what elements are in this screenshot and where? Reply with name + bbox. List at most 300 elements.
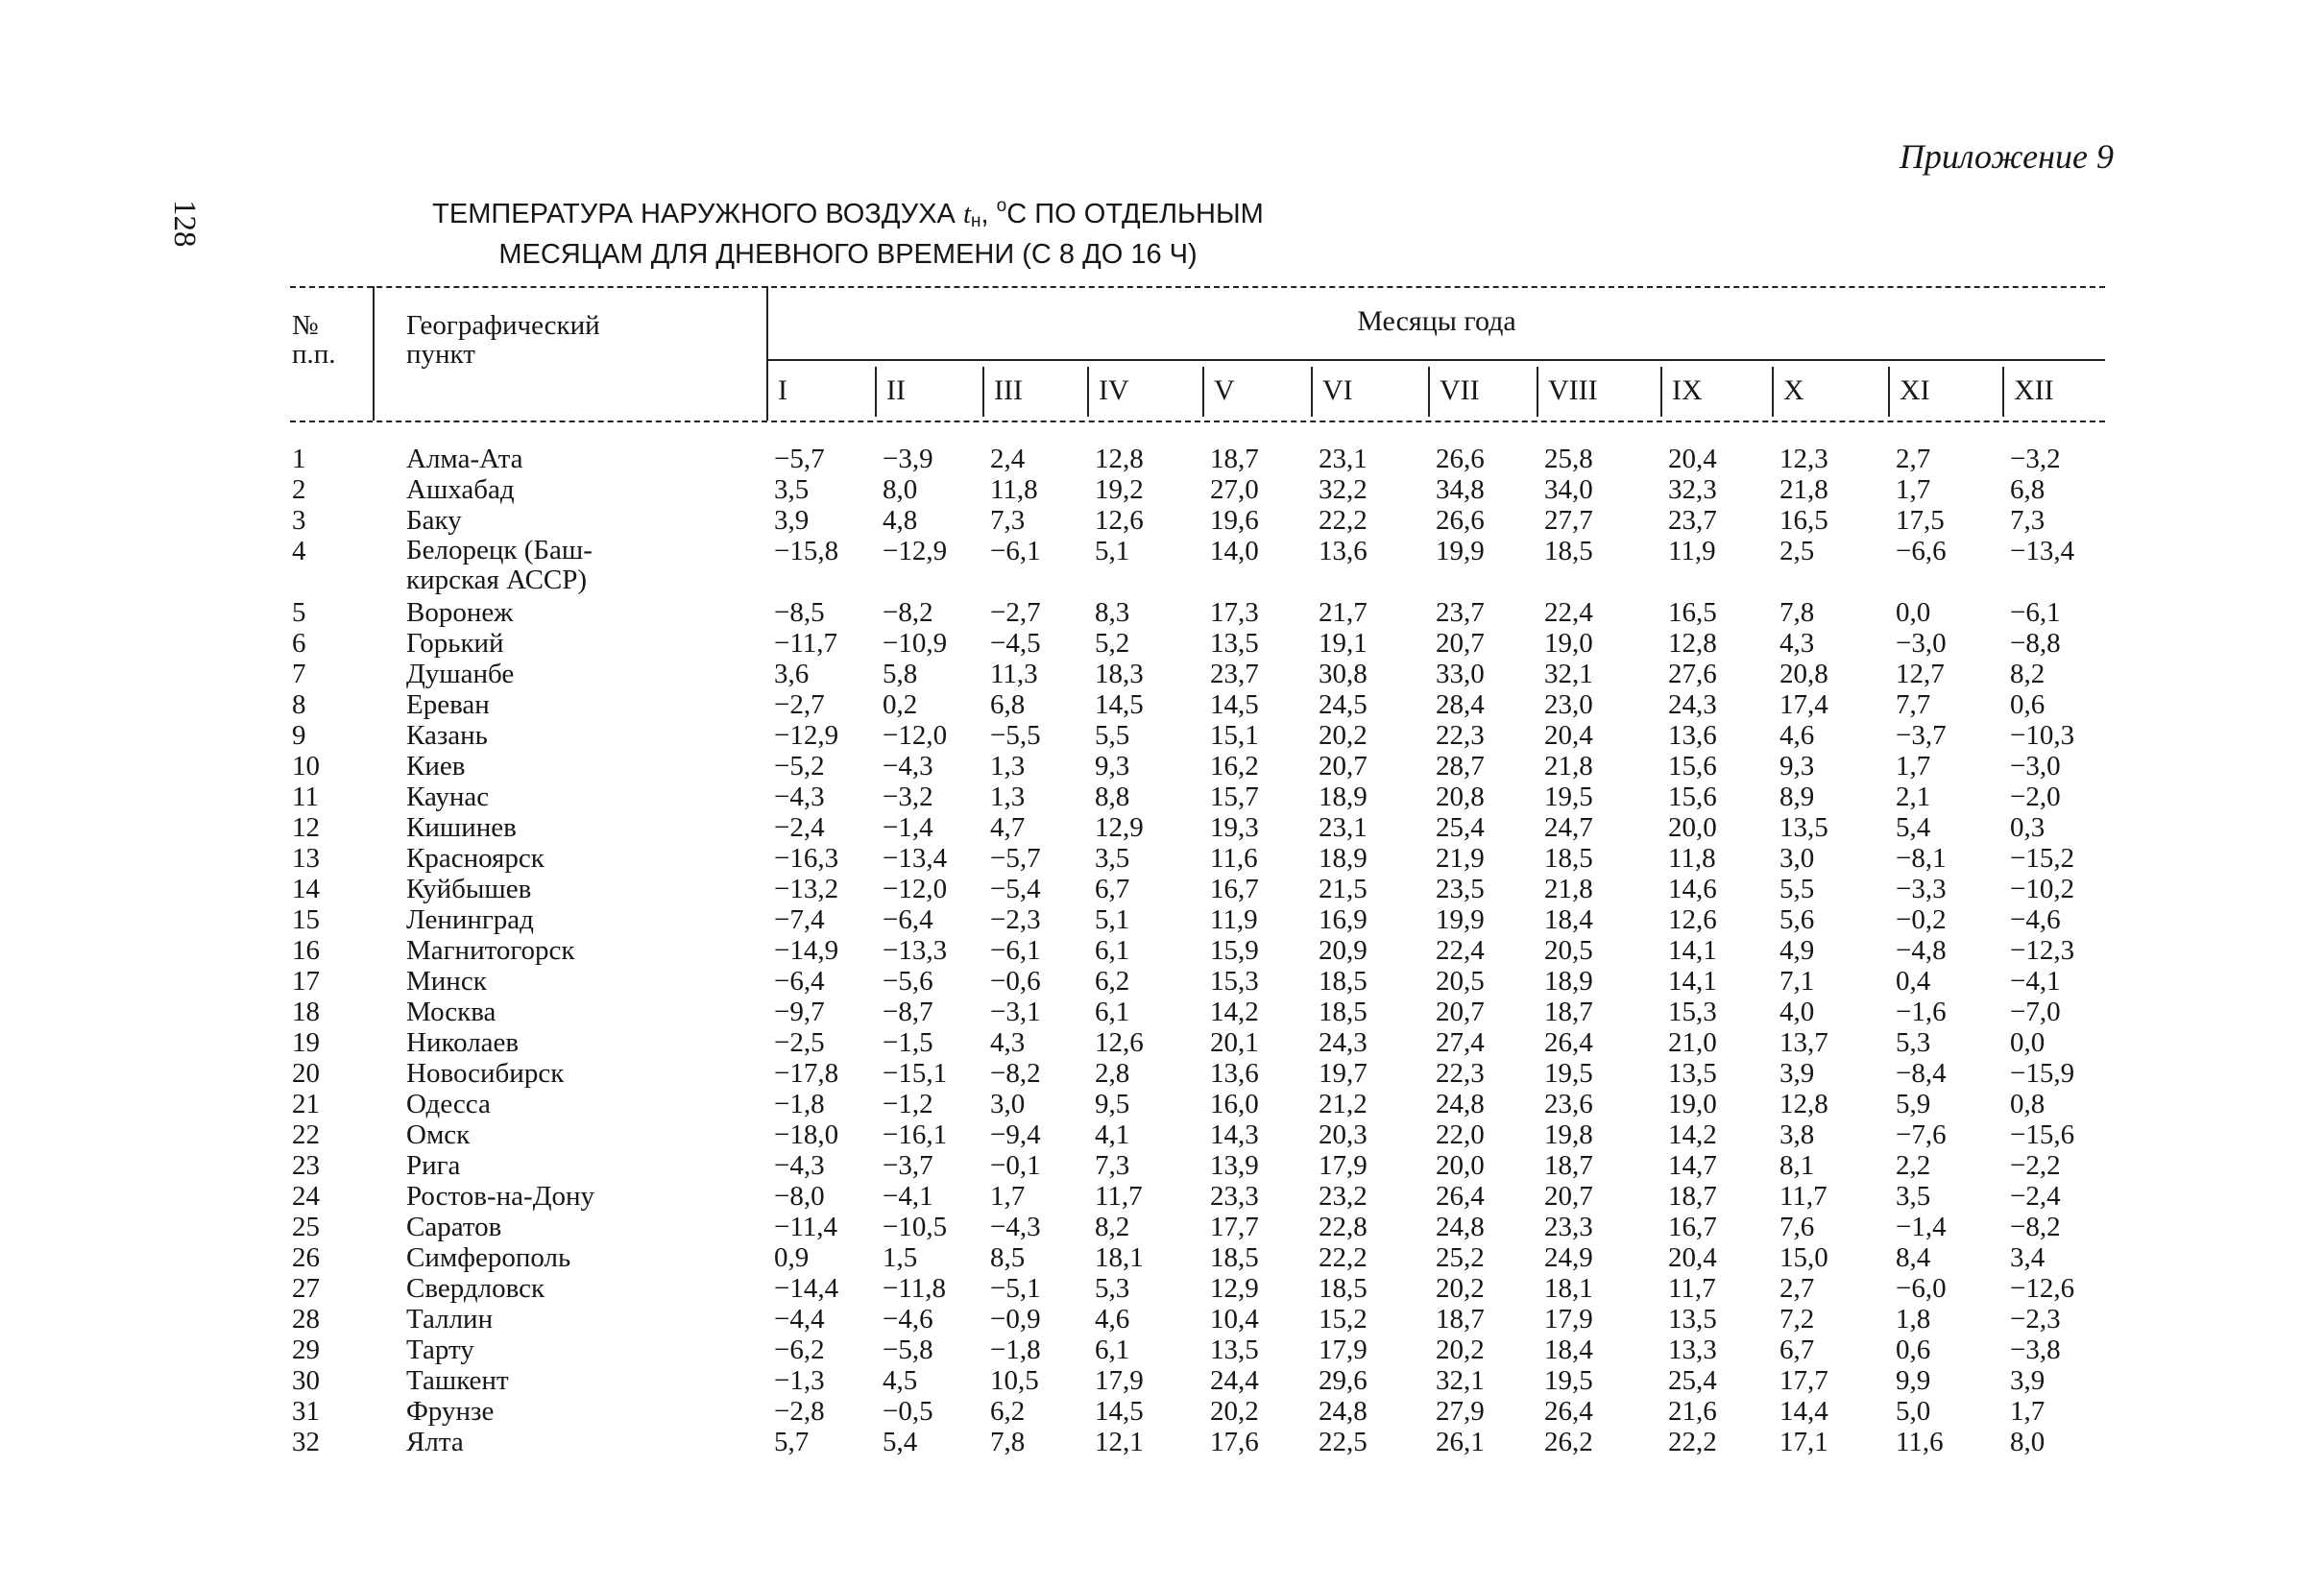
cell-value: −6,4 <box>774 966 825 997</box>
header-num-line1: № <box>292 310 319 341</box>
cell-value: −8,7 <box>883 997 933 1027</box>
cell-value: 24,7 <box>1544 812 1593 843</box>
month-divider <box>2002 367 2004 417</box>
cell-value: 2,7 <box>1896 444 1931 474</box>
cell-value: 22,2 <box>1319 1242 1368 1273</box>
row-number: 5 <box>292 597 306 628</box>
row-place-line1: Белорецк (Баш- <box>406 535 593 565</box>
cell-value: −0,6 <box>990 966 1041 997</box>
cell-value: 24,4 <box>1210 1365 1259 1396</box>
cell-value: 12,1 <box>1095 1427 1144 1457</box>
cell-value: 24,8 <box>1436 1212 1485 1242</box>
cell-value: 19,5 <box>1544 1365 1593 1396</box>
cell-value: 18,5 <box>1319 1273 1368 1304</box>
cell-value: 11,6 <box>1210 843 1258 874</box>
table-row <box>0 1150 2324 1181</box>
table-row <box>0 1212 2324 1242</box>
cell-value: −5,7 <box>774 444 825 474</box>
cell-value: −3,2 <box>883 781 933 812</box>
cell-value: 20,9 <box>1319 935 1368 966</box>
row-number: 19 <box>292 1027 320 1058</box>
cell-value: 22,2 <box>1668 1427 1717 1457</box>
cell-value: 23,3 <box>1544 1212 1593 1242</box>
cell-value: 13,5 <box>1210 628 1259 659</box>
cell-value: 12,6 <box>1095 505 1144 536</box>
title-line-1: ТЕМПЕРАТУРА НАРУЖНОГО ВОЗДУХА $t_н$, $^о$С ПО ОТДЕЛЬНЫМ <box>432 196 1264 231</box>
cell-value: 13,5 <box>1779 812 1828 843</box>
cell-value: 2,8 <box>1095 1058 1130 1089</box>
month-label: II <box>886 374 906 406</box>
cell-value: 1,3 <box>990 751 1026 781</box>
cell-value: 10,4 <box>1210 1304 1259 1335</box>
cell-value: 16,9 <box>1319 904 1368 935</box>
cell-value: 19,0 <box>1544 628 1593 659</box>
table-row <box>0 1027 2324 1058</box>
cell-value: −14,4 <box>774 1273 839 1304</box>
cell-value: 18,5 <box>1210 1242 1259 1273</box>
cell-value: 20,8 <box>1779 659 1828 689</box>
row-place: Алма-Ата <box>406 444 523 474</box>
row-number: 16 <box>292 935 320 966</box>
cell-value: −3,1 <box>990 997 1041 1027</box>
cell-value: 27,7 <box>1544 505 1593 536</box>
cell-value: −8,8 <box>2010 628 2061 659</box>
month-divider <box>1537 367 1538 417</box>
cell-value: 12,7 <box>1896 659 1945 689</box>
cell-value: 24,3 <box>1319 1027 1368 1058</box>
cell-value: −5,1 <box>990 1273 1041 1304</box>
row-place: Рига <box>406 1150 461 1181</box>
cell-value: −2,3 <box>990 904 1041 935</box>
cell-value: 20,1 <box>1210 1027 1259 1058</box>
month-header-7 <box>1430 367 1538 417</box>
month-divider <box>1660 367 1662 417</box>
cell-value: 20,0 <box>1436 1150 1485 1181</box>
cell-value: 34,8 <box>1436 474 1485 505</box>
month-label: VIII <box>1548 374 1598 406</box>
row-place: Каунас <box>406 781 490 812</box>
table-row <box>0 1427 2324 1457</box>
cell-value: 9,9 <box>1896 1365 1931 1396</box>
table-row <box>0 689 2324 720</box>
table-row <box>0 1089 2324 1119</box>
header-place-line1: Географический <box>406 310 600 341</box>
cell-value: 19,1 <box>1319 628 1368 659</box>
cell-value: 4,0 <box>1779 997 1815 1027</box>
row-number: 22 <box>292 1119 320 1150</box>
table-row <box>0 505 2324 536</box>
month-divider <box>1888 367 1890 417</box>
row-number: 28 <box>292 1304 320 1335</box>
cell-value: 23,0 <box>1544 689 1593 720</box>
cell-value: −12,0 <box>883 874 948 904</box>
cell-value: 14,1 <box>1668 935 1717 966</box>
month-header-9 <box>1662 367 1774 417</box>
cell-value: −5,8 <box>883 1335 933 1365</box>
cell-value: −2,7 <box>990 597 1041 628</box>
cell-value: 3,9 <box>2010 1365 2046 1396</box>
cell-value: −16,3 <box>774 843 839 874</box>
row-number: 8 <box>292 689 306 720</box>
cell-value: −8,2 <box>2010 1212 2061 1242</box>
row-place: Симферополь <box>406 1242 571 1273</box>
cell-value: 5,3 <box>1896 1027 1931 1058</box>
cell-value: 20,5 <box>1436 966 1485 997</box>
table-row <box>0 966 2324 997</box>
table-row <box>0 781 2324 812</box>
cell-value: 8,0 <box>2010 1427 2046 1457</box>
cell-value: 0,2 <box>883 689 918 720</box>
cell-value: 22,3 <box>1436 720 1485 751</box>
cell-value: 17,4 <box>1779 689 1828 720</box>
cell-value: 20,5 <box>1544 935 1593 966</box>
row-number: 12 <box>292 812 320 843</box>
cell-value: 22,4 <box>1436 935 1485 966</box>
cell-value: 19,6 <box>1210 505 1259 536</box>
cell-value: −7,0 <box>2010 997 2061 1027</box>
cell-value: 3,0 <box>1779 843 1815 874</box>
cell-value: 14,3 <box>1210 1119 1259 1150</box>
cell-value: 4,6 <box>1779 720 1815 751</box>
row-number: 27 <box>292 1273 320 1304</box>
month-divider <box>1087 367 1089 417</box>
cell-value: 5,8 <box>883 659 918 689</box>
cell-value: 0,9 <box>774 1242 810 1273</box>
table-row <box>0 597 2324 628</box>
row-place-line2: кирская АССР) <box>406 565 588 595</box>
row-place: Ростов-на-Дону <box>406 1181 594 1212</box>
cell-value: −10,3 <box>2010 720 2075 751</box>
cell-value: 19,5 <box>1544 781 1593 812</box>
cell-value: −5,4 <box>990 874 1041 904</box>
month-label: IX <box>1672 374 1703 406</box>
cell-value: 14,6 <box>1668 874 1717 904</box>
cell-value: −1,4 <box>883 812 933 843</box>
cell-value: −2,5 <box>774 1027 825 1058</box>
row-number: 2 <box>292 474 306 505</box>
cell-value: 21,5 <box>1319 874 1368 904</box>
cell-value: 7,6 <box>1779 1212 1815 1242</box>
cell-value: −4,6 <box>2010 904 2061 935</box>
row-number: 32 <box>292 1427 320 1457</box>
cell-value: 7,8 <box>990 1427 1026 1457</box>
row-number: 15 <box>292 904 320 935</box>
cell-value: −13,4 <box>883 843 948 874</box>
cell-value: 21,9 <box>1436 843 1485 874</box>
row-number: 3 <box>292 505 306 536</box>
cell-value: 24,3 <box>1668 689 1717 720</box>
cell-value: −2,4 <box>774 812 825 843</box>
cell-value: 8,1 <box>1779 1150 1815 1181</box>
cell-value: 24,8 <box>1319 1396 1368 1427</box>
cell-value: 20,2 <box>1436 1273 1485 1304</box>
cell-value: 20,7 <box>1436 997 1485 1027</box>
cell-value: 26,1 <box>1436 1427 1485 1457</box>
divider-num-place <box>373 286 375 421</box>
cell-value: −1,8 <box>774 1089 825 1119</box>
row-place: Свердловск <box>406 1273 545 1304</box>
cell-value: −0,9 <box>990 1304 1041 1335</box>
cell-value: 8,2 <box>1095 1212 1130 1242</box>
month-header-11 <box>1890 367 2004 417</box>
cell-value: 8,2 <box>2010 659 2046 689</box>
cell-value: 0,4 <box>1896 966 1931 997</box>
row-place: Красноярск <box>406 843 545 874</box>
month-label: V <box>1214 374 1235 406</box>
cell-value: 26,4 <box>1544 1027 1593 1058</box>
cell-value: −16,1 <box>883 1119 948 1150</box>
cell-value: 6,8 <box>990 689 1026 720</box>
cell-value: 25,4 <box>1436 812 1485 843</box>
cell-value: 6,8 <box>2010 474 2046 505</box>
cell-value: −3,7 <box>1896 720 1947 751</box>
cell-value: 21,6 <box>1668 1396 1717 1427</box>
cell-value: 14,2 <box>1210 997 1259 1027</box>
cell-value: 18,9 <box>1319 843 1368 874</box>
cell-value: 4,1 <box>1095 1119 1130 1150</box>
cell-value: 11,8 <box>990 474 1038 505</box>
cell-value: 7,3 <box>990 505 1026 536</box>
cell-value: −9,7 <box>774 997 825 1027</box>
cell-value: 17,9 <box>1095 1365 1144 1396</box>
cell-value: 11,6 <box>1896 1427 1944 1457</box>
cell-value: 14,2 <box>1668 1119 1717 1150</box>
cell-value: 26,2 <box>1544 1427 1593 1457</box>
cell-value: −2,7 <box>774 689 825 720</box>
cell-value: 19,7 <box>1319 1058 1368 1089</box>
cell-value: 8,0 <box>883 474 918 505</box>
cell-value: 21,8 <box>1544 751 1593 781</box>
cell-value: 20,2 <box>1319 720 1368 751</box>
cell-value: 1,5 <box>883 1242 918 1273</box>
cell-value: 23,1 <box>1319 812 1368 843</box>
cell-value: −6,4 <box>883 904 933 935</box>
cell-value: 6,1 <box>1095 1335 1130 1365</box>
row-place: Горький <box>406 628 504 659</box>
cell-value: −15,8 <box>774 536 839 566</box>
month-divider <box>982 367 984 417</box>
cell-value: 27,4 <box>1436 1027 1485 1058</box>
cell-value: −5,7 <box>990 843 1041 874</box>
cell-value: −5,6 <box>883 966 933 997</box>
cell-value: 8,4 <box>1896 1242 1931 1273</box>
cell-value: −1,6 <box>1896 997 1947 1027</box>
row-number: 6 <box>292 628 306 659</box>
cell-value: 12,9 <box>1095 812 1144 843</box>
cell-value: 21,2 <box>1319 1089 1368 1119</box>
cell-value: 2,1 <box>1896 781 1931 812</box>
cell-value: −14,9 <box>774 935 839 966</box>
cell-value: 10,5 <box>990 1365 1039 1396</box>
cell-value: 14,4 <box>1779 1396 1828 1427</box>
cell-value: 24,5 <box>1319 689 1368 720</box>
cell-value: 23,7 <box>1668 505 1717 536</box>
cell-value: 5,2 <box>1095 628 1130 659</box>
cell-value: 5,6 <box>1779 904 1815 935</box>
cell-value: −3,0 <box>1896 628 1947 659</box>
cell-value: −8,1 <box>1896 843 1947 874</box>
cell-value: 17,7 <box>1210 1212 1259 1242</box>
row-place: Магнитогорск <box>406 935 575 966</box>
cell-value: 11,3 <box>990 659 1038 689</box>
month-header-3 <box>984 367 1089 417</box>
cell-value: 22,5 <box>1319 1427 1368 1457</box>
cell-value: 4,5 <box>883 1365 918 1396</box>
cell-value: 18,7 <box>1436 1304 1485 1335</box>
month-label: X <box>1783 374 1804 406</box>
cell-value: −3,2 <box>2010 444 2061 474</box>
cell-value: −9,4 <box>990 1119 1041 1150</box>
table-row <box>0 720 2324 751</box>
row-place: Минск <box>406 966 487 997</box>
cell-value: −8,0 <box>774 1181 825 1212</box>
cell-value: 13,6 <box>1319 536 1368 566</box>
cell-value: 22,8 <box>1319 1212 1368 1242</box>
month-header-4 <box>1089 367 1204 417</box>
cell-value: 22,3 <box>1436 1058 1485 1089</box>
cell-value: 12,6 <box>1095 1027 1144 1058</box>
cell-value: −4,8 <box>1896 935 1947 966</box>
row-place: Киев <box>406 751 466 781</box>
cell-value: 11,8 <box>1668 843 1716 874</box>
cell-value: 26,4 <box>1436 1181 1485 1212</box>
cell-value: 23,7 <box>1210 659 1259 689</box>
cell-value: 19,9 <box>1436 904 1485 935</box>
cell-value: 7,3 <box>2010 505 2046 536</box>
cell-value: 33,0 <box>1436 659 1485 689</box>
table-row <box>0 843 2324 874</box>
cell-value: −12,3 <box>2010 935 2075 966</box>
cell-value: 2,5 <box>1779 536 1815 566</box>
cell-value: 25,2 <box>1436 1242 1485 1273</box>
cell-value: 2,7 <box>1779 1273 1815 1304</box>
row-number: 18 <box>292 997 320 1027</box>
cell-value: 0,6 <box>1896 1335 1931 1365</box>
cell-value: 7,1 <box>1779 966 1815 997</box>
row-place: Ялта <box>406 1427 464 1457</box>
cell-value: 14,5 <box>1095 1396 1144 1427</box>
row-number: 13 <box>292 843 320 874</box>
cell-value: 9,3 <box>1779 751 1815 781</box>
cell-value: 8,8 <box>1095 781 1130 812</box>
cell-value: 6,7 <box>1779 1335 1815 1365</box>
row-number: 29 <box>292 1335 320 1365</box>
cell-value: 0,3 <box>2010 812 2046 843</box>
cell-value: 19,3 <box>1210 812 1259 843</box>
cell-value: 17,9 <box>1319 1150 1368 1181</box>
cell-value: 1,7 <box>2010 1396 2046 1427</box>
month-header-6 <box>1313 367 1430 417</box>
cell-value: −3,9 <box>883 444 933 474</box>
header-num-line2: п.п. <box>292 339 336 370</box>
row-number: 30 <box>292 1365 320 1396</box>
cell-value: −4,3 <box>883 751 933 781</box>
cell-value: 8,3 <box>1095 597 1130 628</box>
cell-value: −1,3 <box>774 1365 825 1396</box>
cell-value: 1,3 <box>990 781 1026 812</box>
cell-value: 19,9 <box>1436 536 1485 566</box>
cell-value: 18,7 <box>1544 1150 1593 1181</box>
row-place: Таллин <box>406 1304 494 1335</box>
cell-value: −3,7 <box>883 1150 933 1181</box>
table-row <box>0 1335 2324 1365</box>
cell-value: 4,8 <box>883 505 918 536</box>
cell-value: 20,7 <box>1436 628 1485 659</box>
cell-value: 17,9 <box>1544 1304 1593 1335</box>
cell-value: 25,8 <box>1544 444 1593 474</box>
cell-value: 5,4 <box>1896 812 1931 843</box>
cell-value: 21,7 <box>1319 597 1368 628</box>
row-place: Ашхабад <box>406 474 515 505</box>
row-number: 1 <box>292 444 306 474</box>
cell-value: 4,9 <box>1779 935 1815 966</box>
cell-value: 0,6 <box>2010 689 2046 720</box>
cell-value: −8,4 <box>1896 1058 1947 1089</box>
cell-value: 14,7 <box>1668 1150 1717 1181</box>
cell-value: −6,2 <box>774 1335 825 1365</box>
cell-value: −0,5 <box>883 1396 933 1427</box>
month-header-12 <box>2004 367 2105 417</box>
row-place: Тарту <box>406 1335 474 1365</box>
cell-value: 15,1 <box>1210 720 1259 751</box>
cell-value: 18,4 <box>1544 1335 1593 1365</box>
cell-value: 22,0 <box>1436 1119 1485 1150</box>
month-label: I <box>778 374 787 406</box>
cell-value: −0,1 <box>990 1150 1041 1181</box>
cell-value: 14,1 <box>1668 966 1717 997</box>
cell-value: 17,9 <box>1319 1335 1368 1365</box>
cell-value: −6,0 <box>1896 1273 1947 1304</box>
cell-value: 3,9 <box>1779 1058 1815 1089</box>
table-row <box>0 904 2324 935</box>
cell-value: 0,8 <box>2010 1089 2046 1119</box>
cell-value: 12,9 <box>1210 1273 1259 1304</box>
cell-value: 29,6 <box>1319 1365 1368 1396</box>
cell-value: 2,2 <box>1896 1150 1931 1181</box>
cell-value: 15,3 <box>1668 997 1717 1027</box>
cell-value: −17,8 <box>774 1058 839 1089</box>
cell-value: 28,7 <box>1436 751 1485 781</box>
cell-value: 4,6 <box>1095 1304 1130 1335</box>
month-header-8 <box>1538 367 1662 417</box>
row-place: Воронеж <box>406 597 514 628</box>
cell-value: 8,5 <box>990 1242 1026 1273</box>
table-row <box>0 751 2324 781</box>
cell-value: −11,7 <box>774 628 838 659</box>
cell-value: 18,7 <box>1668 1181 1717 1212</box>
month-label: XI <box>1900 374 1930 406</box>
cell-value: −8,2 <box>990 1058 1041 1089</box>
table-row <box>0 1119 2324 1150</box>
row-place: Ленинград <box>406 904 534 935</box>
cell-value: 26,4 <box>1544 1396 1593 1427</box>
cell-value: 18,4 <box>1544 904 1593 935</box>
cell-value: −10,9 <box>883 628 948 659</box>
cell-value: 9,3 <box>1095 751 1130 781</box>
cell-value: −13,2 <box>774 874 839 904</box>
cell-value: 11,9 <box>1668 536 1716 566</box>
row-place: Фрунзе <box>406 1396 495 1427</box>
cell-value: 2,4 <box>990 444 1026 474</box>
cell-value: 15,6 <box>1668 751 1717 781</box>
header-bottom-rule <box>290 421 2105 422</box>
month-label: III <box>994 374 1023 406</box>
cell-value: 11,7 <box>1095 1181 1143 1212</box>
cell-value: 15,2 <box>1319 1304 1368 1335</box>
cell-value: −3,8 <box>2010 1335 2061 1365</box>
month-divider <box>1311 367 1313 417</box>
cell-value: −6,6 <box>1896 536 1947 566</box>
